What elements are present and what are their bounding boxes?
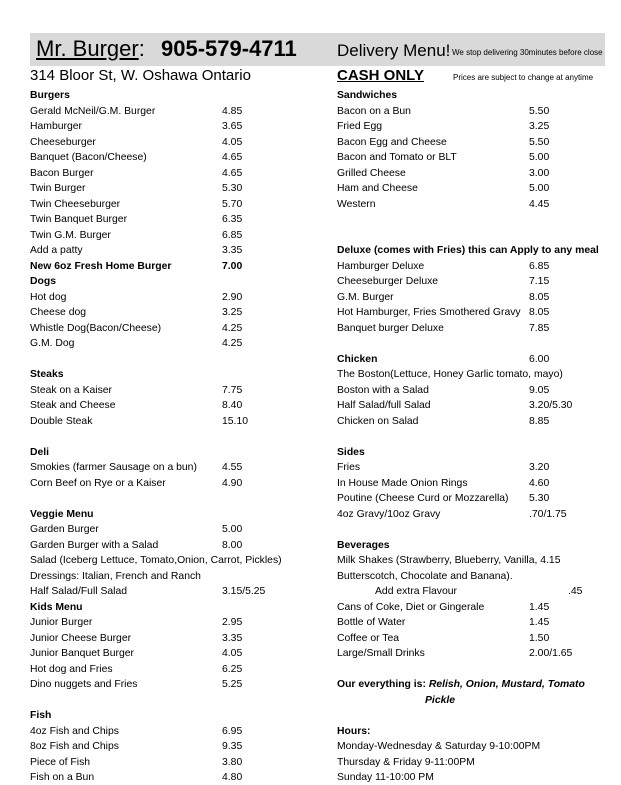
- menu-item-price: 8.00: [222, 540, 243, 551]
- menu-item-name: Coffee or Tea: [337, 633, 400, 644]
- menu-item-name: Piece of Fish: [30, 757, 91, 768]
- hours-line: Sunday 11-10:00 PM: [337, 772, 434, 783]
- menu-item-name: 4oz Gravy/10oz Gravy: [337, 509, 441, 520]
- menu-item-price: 3.25: [529, 121, 550, 132]
- menu-item-name: New 6oz Fresh Home Burger: [30, 261, 172, 272]
- section-heading-deluxe: Deluxe (comes with Fries) this can Apply to any meal: [337, 245, 599, 256]
- menu-item-price: 15.10: [222, 416, 249, 427]
- section-heading-sides: Sides: [337, 447, 365, 458]
- menu-item-price: 6.85: [529, 261, 550, 272]
- menu-item-name: Hamburger: [30, 121, 82, 132]
- menu-item-price: 3.80: [222, 757, 243, 768]
- section-heading-dogs: Dogs: [30, 276, 56, 287]
- menu-item-name: Boston with a Salad: [337, 385, 429, 396]
- menu-item-name: Bacon Egg and Cheese: [337, 137, 447, 148]
- menu-item-price: 6.95: [222, 726, 243, 737]
- toppings-label: Our everything is:: [337, 679, 426, 690]
- menu-item-price: 5.25: [222, 679, 243, 690]
- section-heading-deli: Deli: [30, 447, 50, 458]
- menu-item-name: Banquet (Bacon/Cheese): [30, 152, 147, 163]
- menu-item-name: Corn Beef on Rye or a Kaiser: [30, 478, 166, 489]
- section-heading-burgers: Burgers: [30, 90, 70, 101]
- brand-name-text: Mr. Burger: [36, 36, 139, 61]
- menu-item-name: Half Salad/full Salad: [337, 400, 431, 411]
- menu-item-name: Fried Egg: [337, 121, 383, 132]
- menu-item-name: Cheese dog: [30, 307, 87, 318]
- menu-item-price: 5.00: [529, 152, 550, 163]
- menu-item-name: Bacon on a Bun: [337, 106, 411, 117]
- menu-item-name: Ham and Cheese: [337, 183, 418, 194]
- menu-item-price: 7.85: [529, 323, 550, 334]
- menu-item-name: Poutine (Cheese Curd or Mozzarella): [337, 493, 509, 504]
- dressings-line: Dressings: Italian, French and Ranch: [30, 571, 201, 582]
- menu-item-name: Cheeseburger: [30, 137, 96, 148]
- menu-item-name: Twin Burger: [30, 183, 86, 194]
- menu-item-price: 7.00: [222, 261, 243, 272]
- menu-item-name: Garden Burger: [30, 524, 99, 535]
- menu-item-price: 4.90: [222, 478, 243, 489]
- menu-item-name: Fries: [337, 462, 361, 473]
- menu-item-price: 8.05: [529, 292, 550, 303]
- menu-item-name: 4oz Fish and Chips: [30, 726, 119, 737]
- menu-item-name: G.M. Dog: [30, 338, 75, 349]
- hours-line: Thursday & Friday 9-11:00PM: [337, 757, 475, 768]
- menu-item-price: 6.35: [222, 214, 243, 225]
- menu-item-price: 6.25: [222, 664, 243, 675]
- menu-item-price: 7.15: [529, 276, 550, 287]
- menu-item-price: 8.40: [222, 400, 243, 411]
- menu-item-name: Dino nuggets and Fries: [30, 679, 138, 690]
- chicken-price: 6.00: [529, 354, 550, 365]
- menu-item-price: 5.00: [529, 183, 550, 194]
- menu-item-price: 4.05: [222, 648, 243, 659]
- menu-item-price: 4.55: [222, 462, 243, 473]
- hours-line: Monday-Wednesday & Saturday 9-10:00PM: [337, 741, 541, 752]
- menu-item-name: Junior Cheese Burger: [30, 633, 132, 644]
- menu-item-name: Fish on a Bun: [30, 772, 95, 783]
- section-heading-sandwiches: Sandwiches: [337, 90, 398, 101]
- menu-item-price: 3.35: [222, 633, 243, 644]
- menu-item-name: Hot dog: [30, 292, 67, 303]
- menu-item-price: 4.25: [222, 338, 243, 349]
- toppings-line: [337, 677, 585, 692]
- menu-item-name: Gerald McNeil/G.M. Burger: [30, 106, 156, 117]
- menu-item-price: 4.25: [222, 323, 243, 334]
- menu-item-price: 1.45: [529, 617, 550, 628]
- menu-item-name: Large/Small Drinks: [337, 648, 425, 659]
- milkshake-line: Milk Shakes (Strawberry, Blueberry, Vanilla, 4.15: [337, 555, 561, 566]
- section-heading-steaks: Steaks: [30, 369, 64, 380]
- menu-item-name: Half Salad/Full Salad: [30, 586, 128, 597]
- menu-item-name: Grilled Cheese: [337, 168, 406, 179]
- milkshake-flavours-line: Butterscotch, Chocolate and Banana).: [337, 571, 513, 582]
- brand-colon: :: [138, 36, 145, 61]
- menu-item-name: Add a patty: [30, 245, 83, 256]
- delivery-menu-title: Delivery Menu!: [337, 41, 451, 60]
- menu-item-name: Garden Burger with a Salad: [30, 540, 159, 551]
- menu-item-price: 9.05: [529, 385, 550, 396]
- menu-item-name: Double Steak: [30, 416, 93, 427]
- menu-item-name: Bottle of Water: [337, 617, 406, 628]
- menu-item-price: 4.05: [222, 137, 243, 148]
- menu-item-price: 4.65: [222, 152, 243, 163]
- menu-item-price: 2.95: [222, 617, 243, 628]
- menu-item-price: 3.25: [222, 307, 243, 318]
- menu-item-price: 7.75: [222, 385, 243, 396]
- menu-item-price: 3.65: [222, 121, 243, 132]
- section-heading-kids: Kids Menu: [30, 602, 83, 613]
- delivery-note: We stop delivering 30minutes before close: [452, 48, 603, 57]
- toppings-list-continued: Pickle: [425, 695, 456, 706]
- menu-item-price: 5.30: [529, 493, 550, 504]
- menu-item-price: 5.30: [222, 183, 243, 194]
- section-heading-veggie: Veggie Menu: [30, 509, 94, 520]
- prices-note: Prices are subject to change at anytime: [453, 73, 594, 82]
- menu-item-price: 2.90: [222, 292, 243, 303]
- menu-item-price: 4.45: [529, 199, 550, 210]
- menu-item-price: 3.35: [222, 245, 243, 256]
- menu-item-price: 5.50: [529, 137, 550, 148]
- menu-item-price: 6.85: [222, 230, 243, 241]
- section-heading-fish: Fish: [30, 710, 52, 721]
- toppings-list: Relish, Onion, Mustard, Tomato: [428, 679, 585, 690]
- section-heading-hours: Hours:: [337, 726, 371, 737]
- menu-item-name: G.M. Burger: [337, 292, 394, 303]
- menu-item-name: Cans of Coke, Diet or Gingerale: [337, 602, 485, 613]
- menu-item-name: Junior Burger: [30, 617, 93, 628]
- menu-item-name: Banquet burger Deluxe: [337, 323, 444, 334]
- menu-item-name: Hot dog and Fries: [30, 664, 113, 675]
- menu-item-name: Steak on a Kaiser: [30, 385, 113, 396]
- menu-item-price: 3.15/5.25: [222, 586, 266, 597]
- menu-item-price: .45: [568, 586, 583, 597]
- menu-item-price: 4.60: [529, 478, 550, 489]
- brand-name: [36, 36, 145, 62]
- boston-description: The Boston(Lettuce, Honey Garlic tomato, mayo): [337, 369, 563, 380]
- menu-item-price: 8.85: [529, 416, 550, 427]
- cash-only-label: CASH ONLY: [337, 67, 424, 84]
- menu-item-name: Western: [337, 199, 376, 210]
- menu-item-price: 2.00/1.65: [529, 648, 573, 659]
- menu-item-price: 5.70: [222, 199, 243, 210]
- menu-item-price: 3.00: [529, 168, 550, 179]
- menu-item-price: .70/1.75: [529, 509, 567, 520]
- menu-item-price: 5.00: [222, 524, 243, 535]
- menu-item-name: Bacon and Tomato or BLT: [337, 152, 457, 163]
- menu-item-name: Cheeseburger Deluxe: [337, 276, 439, 287]
- menu-item-price: 3.20/5.30: [529, 400, 573, 411]
- menu-item-price: 5.50: [529, 106, 550, 117]
- menu-item-price: 1.45: [529, 602, 550, 613]
- menu-item-price: 1.50: [529, 633, 550, 644]
- menu-item-name: Bacon Burger: [30, 168, 94, 179]
- menu-item-price: 4.80: [222, 772, 243, 783]
- menu-item-name: Chicken on Salad: [337, 416, 419, 427]
- salad-description: Salad (Iceberg Lettuce, Tomato,Onion, Carrot, Pickles): [30, 555, 282, 566]
- menu-item-name: In House Made Onion Rings: [337, 478, 468, 489]
- menu-item-price: 4.85: [222, 106, 243, 117]
- menu-item-name: Whistle Dog(Bacon/Cheese): [30, 323, 162, 334]
- menu-item-name: Smokies (farmer Sausage on a bun): [30, 462, 197, 473]
- section-heading-beverages: Beverages: [337, 540, 390, 551]
- menu-item-price: 4.65: [222, 168, 243, 179]
- menu-item-name: Add extra Flavour: [375, 586, 458, 597]
- menu-item-price: 3.20: [529, 462, 550, 473]
- phone-number: 905-579-4711: [161, 36, 297, 61]
- menu-item-name: Hot Hamburger, Fries Smothered Gravy: [337, 307, 521, 318]
- menu-item-price: 8.05: [529, 307, 550, 318]
- menu-item-name: Twin Banquet Burger: [30, 214, 128, 225]
- menu-item-name: Junior Banquet Burger: [30, 648, 134, 659]
- menu-item-name: Hamburger Deluxe: [337, 261, 425, 272]
- menu-item-name: Twin G.M. Burger: [30, 230, 111, 241]
- menu-item-name: Steak and Cheese: [30, 400, 116, 411]
- header-bar: [30, 33, 605, 66]
- menu-item-name: 8oz Fish and Chips: [30, 741, 119, 752]
- section-heading-chicken: Chicken: [337, 354, 378, 365]
- menu-item-name: Twin Cheeseburger: [30, 199, 121, 210]
- restaurant-address: 314 Bloor St, W. Oshawa Ontario: [30, 67, 251, 84]
- menu-item-price: 9.35: [222, 741, 243, 752]
